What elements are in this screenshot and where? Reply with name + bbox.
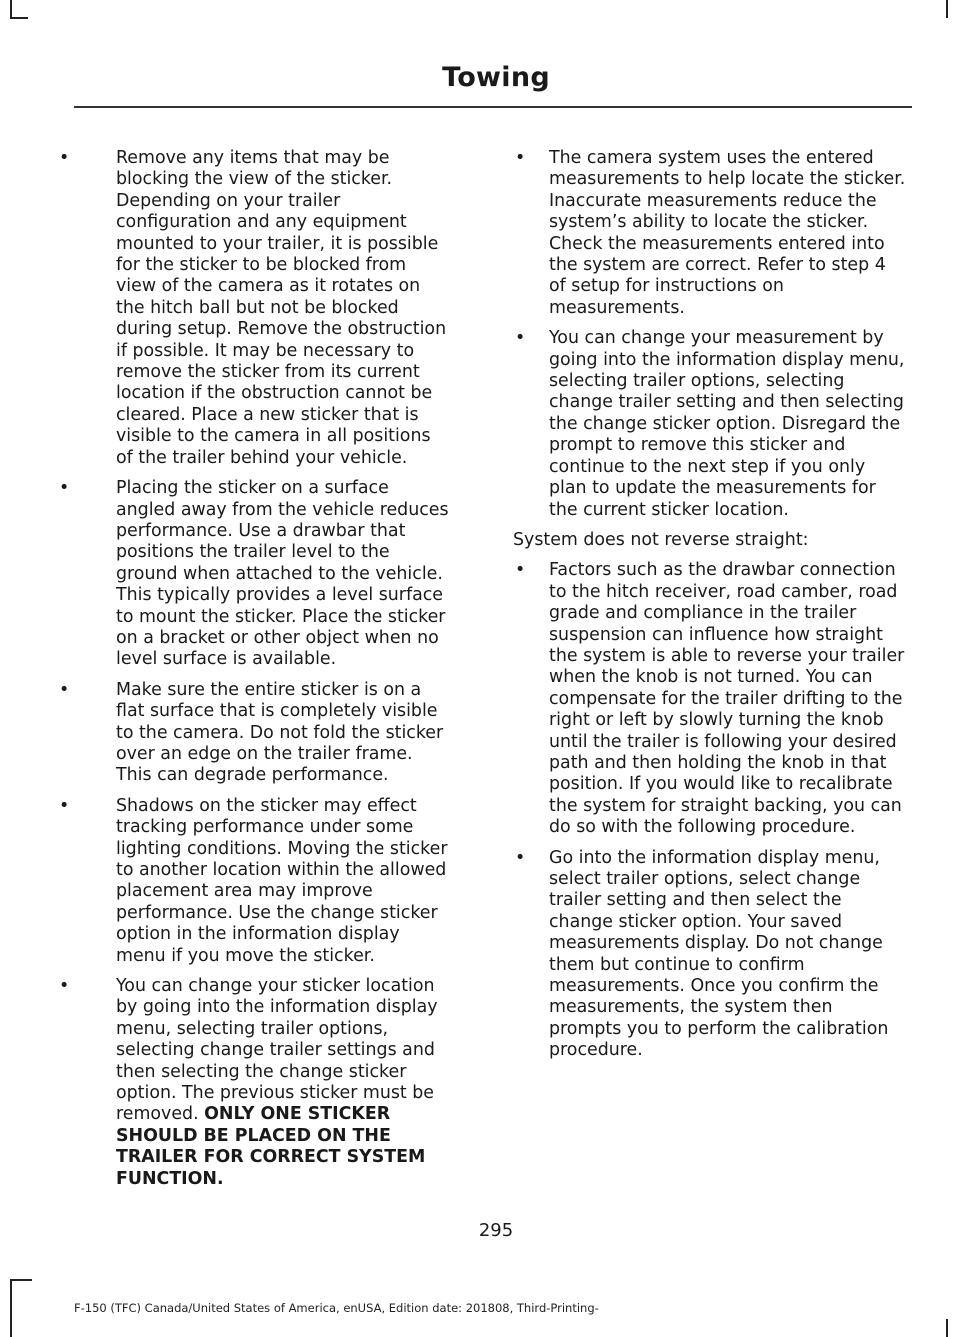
warning-text: ONLY ONE STICKER SHOULD BE PLACED ON THE TRAILER FOR CORRECT SYSTEM FUNCTION. bbox=[116, 1104, 426, 1189]
left-column bbox=[57, 148, 451, 1199]
list-item: • The camera system uses the entered measurements to help locate the sticker. Inaccurate measurements reduce the system’s ability to locate the sticker. Check the measurements entered into the system are correct. Refer to step 4 of setup for instructions on measurements. bbox=[515, 148, 906, 318]
crop-mark-top-right bbox=[946, 0, 948, 18]
page-number: 295 bbox=[478, 1220, 514, 1241]
header-rule bbox=[74, 106, 912, 108]
list-item: • Factors such as the drawbar connection to the hitch receiver, road camber, road grade and compliance in the trailer suspension can influence how straight the system is able to reverse your trailer when the knob is not turned. You can compensate for the trailer drifting to the right or left by slowly turning the knob until the trailer is following your desired path and then holding the knob in that position. If you would like to recalibrate the system for straight backing, you can do so with the following procedure. bbox=[515, 560, 905, 838]
bullet-marker: • bbox=[59, 679, 70, 700]
right-column bbox=[513, 148, 907, 1071]
list-item: • You can change your measurement by going into the information display menu, selecting trailer options, selecting change trailer setting and then selecting the change sticker option. Disregard the prompt to remove this sticker and continue to the next step if you only plan to update the measurements for the current sticker location. bbox=[515, 328, 905, 520]
bullet-marker: • bbox=[515, 148, 526, 168]
list-item: • Shadows on the sticker may effect tracking performance under some lighting conditions. Moving the sticker to another location within the allowed placement area may improve performance. Use the change sticker option in the information display menu if you move the sticker. bbox=[59, 795, 448, 966]
list-item: • You can change your sticker location by going into the information display menu, selecting trailer options, selecting change trailer settings and then selecting the change sticker option. The previous sticker must be removed. ONLY ONE STICKER SHOULD BE PLACED ON THE TRAILER FOR CORRECT SYSTEM FUNCTION. bbox=[59, 976, 438, 1189]
crop-mark-top-left-h bbox=[10, 17, 28, 19]
crop-mark-bottom-left-h bbox=[10, 1279, 32, 1281]
crop-mark-bottom-left-v bbox=[10, 1279, 12, 1337]
section-subheading: System does not reverse straight: bbox=[513, 529, 809, 550]
bullet-marker: • bbox=[59, 976, 70, 997]
list-item: • Remove any items that may be blocking the view of the sticker. Depending on your trailer configuration and any equipment mounted to your trailer, it is possible for the sticker to be blocked from view of the camera as it rotates on the hitch ball but not be blocked during setup. Remove the obstruction if possible. It may be necessary to remove the sticker from its current location if the obstruction cannot be cleared. Place a new sticker that is visible to the camera in all positions of the trailer behind your vehicle. bbox=[59, 148, 447, 468]
crop-mark-bottom-right bbox=[946, 1319, 948, 1337]
bullet-marker: • bbox=[515, 328, 526, 349]
crop-mark-top-left-v bbox=[10, 0, 12, 18]
page-title: Towing bbox=[442, 62, 550, 93]
bullet-marker: • bbox=[515, 560, 526, 581]
bullet-marker: • bbox=[59, 148, 70, 168]
bullet-marker: • bbox=[59, 795, 70, 816]
list-item: • Make sure the entire sticker is on a flat surface that is completely visible to the camera. Do not fold the sticker over an edge on the trailer frame. This can degrade performance. bbox=[59, 679, 444, 786]
list-item: • Placing the sticker on a surface angled away from the vehicle reduces performance. Use a drawbar that positions the trailer level to the ground when attached to the vehicle. This typically provides a level surface to mount the sticker. Place the sticker on a bracket or other object when no level surface is available. bbox=[59, 478, 449, 670]
bullet-marker: • bbox=[515, 847, 526, 868]
footer-edition: F-150 (TFC) Canada/United States of America, enUSA, Edition date: 201808, Third-Printing- bbox=[74, 1301, 599, 1315]
bullet-marker: • bbox=[59, 478, 70, 499]
list-item: • Go into the information display menu, select trailer options, select change trailer setting and then select the change sticker option. Your saved measurements display. Do not change them but continue to confirm measurements. Once you confirm the measurements, the system then prompts you to perform the calibration procedure. bbox=[515, 847, 889, 1061]
